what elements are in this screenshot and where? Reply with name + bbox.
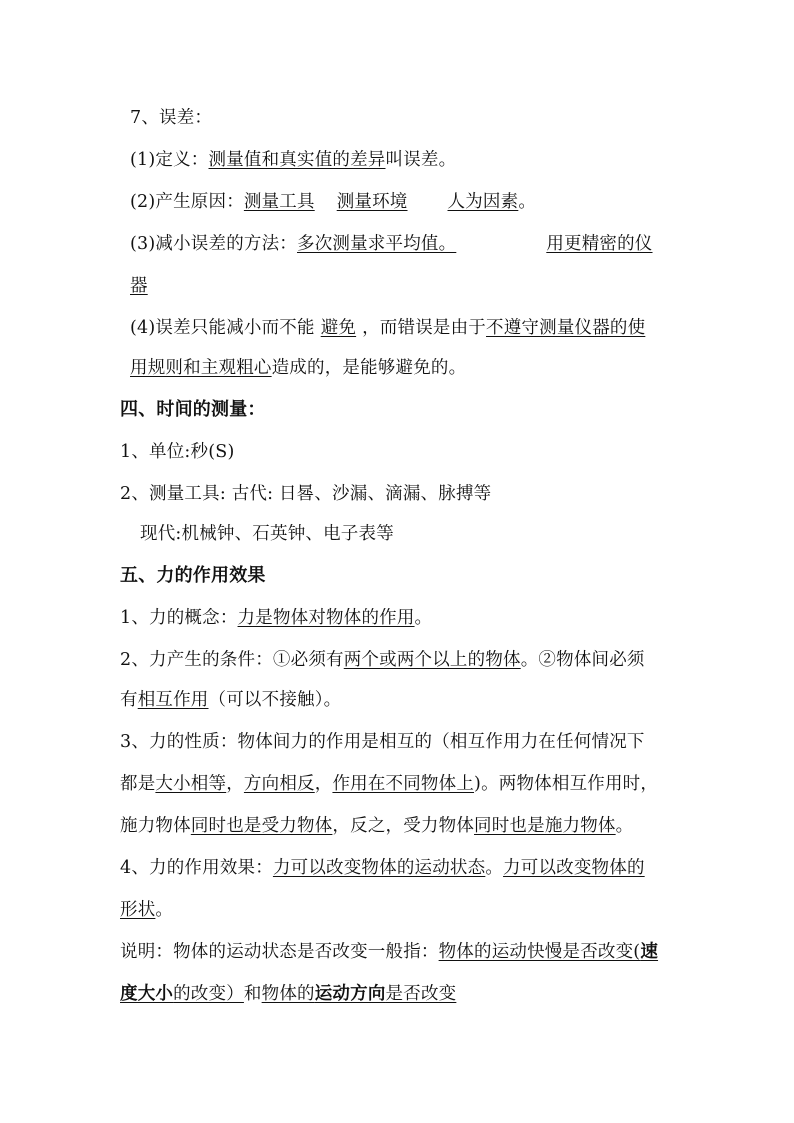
section-5-heading: 五、力的作用效果 bbox=[120, 565, 266, 586]
motion-state-explanation: 说明：物体的运动状态是否改变一般指：物体的运动快慢是否改变(速 bbox=[120, 942, 659, 962]
error-reduction-methods-cont: 器 bbox=[130, 276, 148, 296]
error-definition: (1)定义：测量值和真实值的差异叫误差。 bbox=[130, 150, 457, 170]
error-reduction-methods: (3)减小误差的方法：多次测量求平均值。 用更精密的仪 bbox=[130, 234, 653, 254]
error-causes: (2)产生原因：测量工具 测量环境 人为因素。 bbox=[130, 192, 537, 212]
force-effects-cont: 形状。 bbox=[120, 900, 174, 920]
force-properties-cont-2: 施力物体同时也是受力物体，反之，受力物体同时也是施力物体。 bbox=[120, 816, 634, 836]
time-unit: 1、单位:秒(S) bbox=[120, 442, 235, 462]
force-concept: 1、力的概念：力是物体对物体的作用。 bbox=[120, 608, 433, 628]
motion-state-explanation-cont: 度大小的改变）和物体的运动方向是否改变 bbox=[120, 984, 457, 1004]
section-4-heading: 四、时间的测量： bbox=[120, 399, 266, 420]
time-tools-modern: 现代:机械钟、石英钟、电子表等 bbox=[140, 524, 394, 544]
force-conditions: 2、力产生的条件：①必须有两个或两个以上的物体。②物体间必须 bbox=[120, 650, 645, 670]
error-vs-mistake: (4)误差只能减小而不能 避免 ，而错误是由于不遵守测量仪器的使 bbox=[130, 318, 646, 338]
time-tools-ancient: 2、测量工具: 古代: 日晷、沙漏、滴漏、脉搏等 bbox=[120, 484, 492, 504]
force-effects: 4、力的作用效果：力可以改变物体的运动状态。力可以改变物体的 bbox=[120, 858, 645, 878]
force-properties: 3、力的性质：物体间力的作用是相互的（相互作用力在任何情况下 bbox=[120, 732, 645, 752]
error-vs-mistake-cont: 用规则和主观粗心造成的，是能够避免的。 bbox=[130, 358, 467, 378]
section-7-title: 7、误差： bbox=[130, 108, 213, 128]
force-conditions-cont: 有相互作用（可以不接触）。 bbox=[120, 690, 342, 710]
force-properties-cont: 都是大小相等，方向相反，作用在不同物体上)。两物体相互作用时， bbox=[120, 774, 659, 794]
